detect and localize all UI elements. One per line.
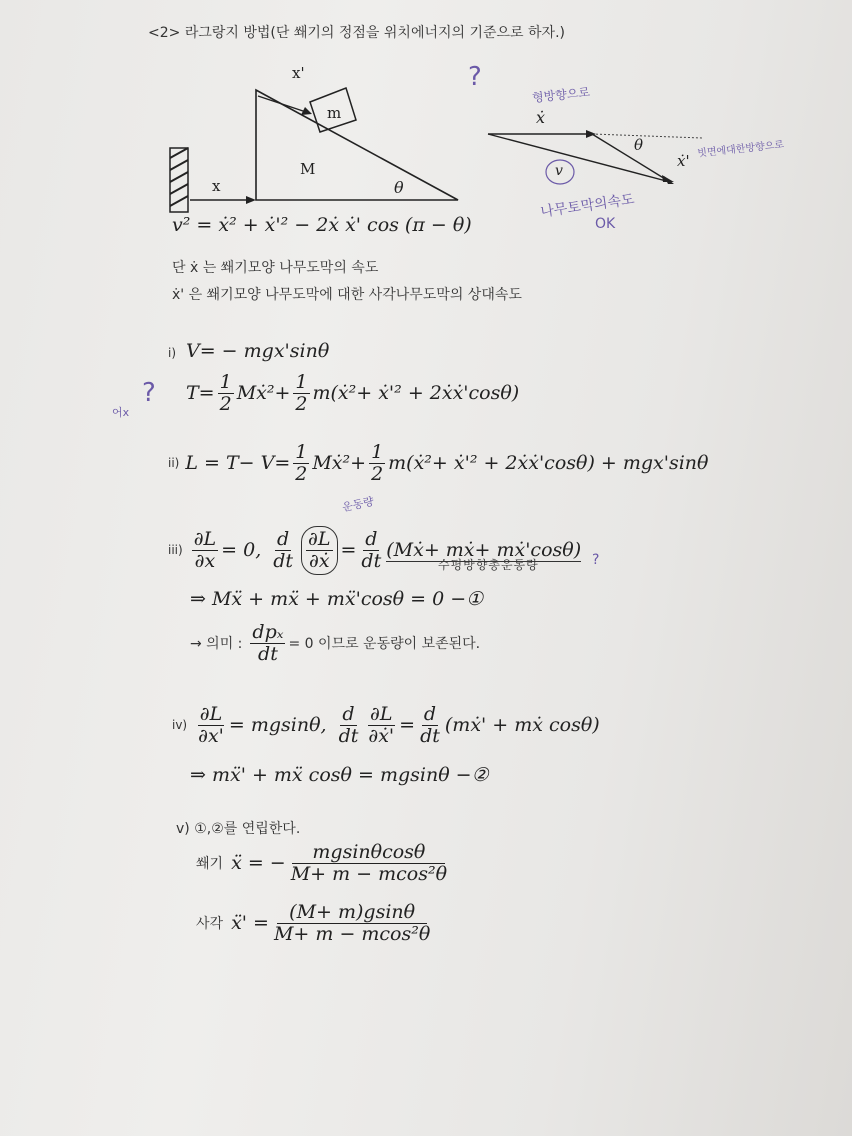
d-dt-2: $\frac{d}{dt}$ bbox=[361, 528, 382, 572]
equation-1: ⇒ Mẍ + mẍ + mẍ'cosθ = 0 −① bbox=[190, 588, 484, 610]
section-title: <2> 라그랑지 방법(단 쐐기의 정점을 위치에너지의 기준으로 하자.) bbox=[148, 25, 565, 41]
handwritten-note-ok: OK bbox=[595, 216, 616, 232]
partial-L-partial-xprime: $\frac{\partial L}{\partial x'}$ bbox=[198, 703, 224, 747]
half-fraction-3: $\frac{1}{2}$ bbox=[295, 441, 308, 485]
xdot-label: ẋ bbox=[536, 108, 546, 127]
d-dt-4: $\frac{d}{dt}$ bbox=[420, 703, 440, 747]
wedge-label: 쐐기 bbox=[196, 856, 224, 873]
L-term-b: m(ẋ²+ ẋ'² + 2ẋẋ'cosθ) + mgx'sinθ bbox=[388, 452, 709, 475]
horizontal-momentum-note: 수평방향총운동량 bbox=[438, 558, 539, 572]
xprime-momentum-expression: (mẋ' + mẋ cosθ) bbox=[444, 714, 600, 737]
meaning-prefix: → 의미 : bbox=[190, 636, 243, 653]
momentum-meaning bbox=[190, 622, 480, 665]
d-dt: $\frac{d}{dt}$ bbox=[273, 528, 294, 572]
step1-label: i) bbox=[168, 346, 177, 360]
v-label: v bbox=[555, 163, 563, 179]
T-lhs: T= bbox=[186, 382, 215, 405]
equation-2: ⇒ mẍ' + mẍ cosθ = mgsinθ −② bbox=[190, 764, 489, 786]
handwritten-question-3: ? bbox=[592, 552, 600, 568]
partial-L-partial-xprimedot: $\frac{\partial L}{\text{∂ẋ'}}$ bbox=[368, 703, 395, 747]
handwritten-margin-note: 어x bbox=[112, 406, 130, 419]
xprimedot-label: ẋ' bbox=[677, 152, 690, 170]
handwritten-note-right: 빗면에대한방향으로 bbox=[696, 139, 785, 160]
half-fraction-2: $\frac{1}{2}$ bbox=[295, 371, 308, 415]
lagrangian-eq bbox=[168, 442, 708, 485]
theta-label: θ bbox=[394, 178, 404, 197]
euler-lagrange-xprime: iv) $\frac{\partial L}{\partial x'}$ = mgsinθ, $\frac{d}{dt}$ $\frac{\partial L}{\text{∂ẋ'}}$ = $\frac{d}{dt}$ (mẋ' + mẋ cosθ) bbox=[172, 703, 600, 747]
wall-icon bbox=[170, 148, 188, 212]
handwritten-note-top: 형방향으로 bbox=[531, 85, 591, 105]
velocity-note-1: 단 ẋ 는 쐐기모양 나무도막의 속도 bbox=[172, 260, 379, 276]
handwritten-circle-note: 운동량 bbox=[341, 494, 375, 515]
handwritten-question-1: ? bbox=[468, 62, 482, 92]
eq-zero: = 0, bbox=[221, 539, 262, 562]
block-label: 사각 bbox=[196, 916, 224, 933]
L-lhs: L = T− V= bbox=[185, 452, 291, 475]
wedge-fraction: $\frac{mgsin\theta\cos\theta}{\text{M+ m − mcos²θ}}$ bbox=[290, 841, 448, 885]
handwritten-note-bottom: 나무토막의속도 bbox=[539, 191, 636, 221]
partial-L-partial-x: $\frac{\partial L}{\partial x}$ bbox=[193, 528, 217, 572]
d-dt-3: $\frac{d}{dt}$ bbox=[338, 703, 359, 747]
xprime-label: x' bbox=[292, 64, 305, 82]
wedge-block-diagram bbox=[160, 60, 480, 230]
T-term-a: Mẋ²+ bbox=[236, 382, 291, 405]
block-acceleration-eq bbox=[196, 902, 435, 945]
velocity-note-2: ẋ' 은 쐐기모양 나무도막에 대한 사각나무도막의 상대속도 bbox=[172, 287, 522, 303]
velocity-equation: v² = ẋ² + ẋ'² − 2ẋ ẋ' cos (π − θ) bbox=[172, 214, 472, 236]
T-term-b: m(ẋ²+ ẋ'² + 2ẋẋ'cosθ) bbox=[312, 382, 520, 405]
half-fraction-4: $\frac{1}{2}$ bbox=[371, 441, 384, 485]
step2-label: ii) bbox=[168, 456, 180, 471]
wedge-acceleration-eq bbox=[196, 842, 452, 885]
partial-L-partial-xdot: $\frac{\partial L}{\text{∂ẋ}}$ bbox=[301, 526, 337, 575]
step4-label: iv) bbox=[172, 718, 188, 733]
block-lhs: ẍ' = bbox=[231, 912, 269, 935]
potential-energy-eq: V= − mgx'sinθ bbox=[186, 340, 330, 362]
step3-label: iii) bbox=[168, 543, 183, 558]
kinetic-energy-eq bbox=[186, 372, 519, 415]
half-fraction: $\frac{1}{2}$ bbox=[219, 371, 232, 415]
x-label: x bbox=[212, 177, 221, 195]
block-mass-label: m bbox=[327, 104, 342, 122]
wedge-mass-label: M bbox=[300, 160, 316, 178]
block-fraction: $\frac{(M+ m)gsin\theta}{\text{M+ m − mcos²θ}}$ bbox=[273, 901, 431, 945]
euler-lagrange-x: iii) $\frac{\partial L}{\partial x}$ = 0, $\frac{d}{dt}$ $\frac{\partial L}{\text{∂ẋ}}$ = $\frac{d}{dt}$ (Mẋ+ mẋ+ mẋ'cosθ) bbox=[168, 526, 581, 575]
dp-dt: $\frac{\text{dpₓ}}{dt}$ bbox=[252, 621, 284, 665]
momentum-expression: (Mẋ+ mẋ+ mẋ'cosθ) bbox=[386, 538, 582, 561]
handwritten-question-2: ? bbox=[142, 378, 156, 408]
step5-label: v) ①,②를 연립한다. bbox=[176, 821, 301, 837]
theta-label-2: θ bbox=[634, 136, 644, 154]
meaning-suffix: = 0 이므로 운동량이 보존된다. bbox=[288, 636, 481, 653]
wedge-lhs: ẍ = − bbox=[231, 852, 286, 875]
L-term-a: Mẋ²+ bbox=[312, 452, 367, 475]
eq-mgsin: = mgsinθ, bbox=[228, 714, 327, 737]
